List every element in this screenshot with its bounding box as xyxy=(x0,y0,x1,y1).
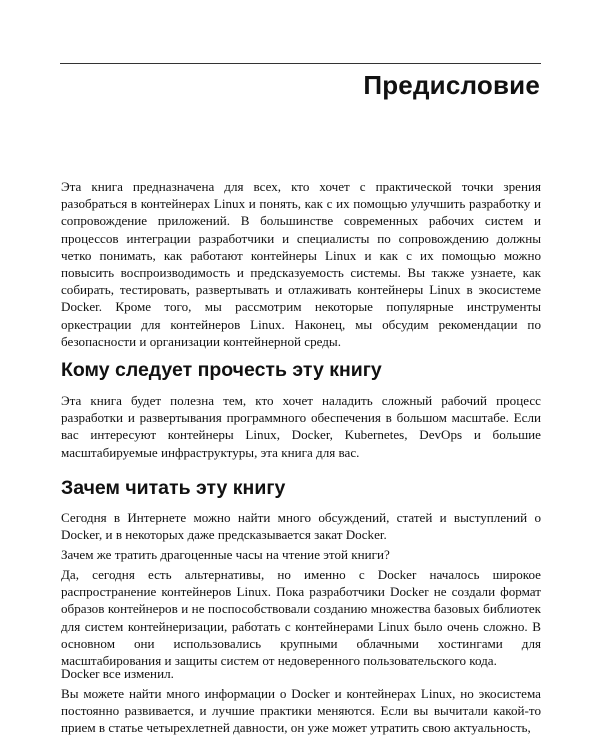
why-paragraph-5: Вы можете найти много информации о Docker и контейнерах Linux, но экосистема постоянно развивается, и лучшие практики меняются. Если вы вычитали какой-то прием в статье четырехлетней давности, он уже может утратить свою актуальность, xyxy=(61,686,541,736)
header-rule xyxy=(60,63,541,64)
chapter-title: Предисловие xyxy=(363,70,540,100)
section-paragraph-who: Эта книга будет полезна тем, кто хочет наладить сложный рабочий процесс разработки и развертывания программного обеспечения в большом масштабе. Если вас интересуют контейнеры Linux, Docker, Kubernetes, DevOps и большие масштабируемые инфраструктуры, эта книга для вас. xyxy=(61,393,541,460)
section-heading-who: Кому следует прочесть эту книгу xyxy=(61,359,382,381)
why-paragraph-3: Да, сегодня есть альтернативы, но именно с Docker началось широкое распространение контейнеров Linux. Пока разработчики Docker не создали формат образов контейнеров и не поспособствовали созданию множества базовых библиотек для систем контейнеризации, работать с контейнерами Linux было очень сложно. В основном они использовались крупными облачными хостингами для масштабирования и защиты систем от недоверенного пользовательского кода. xyxy=(61,567,541,669)
why-paragraph-4: Docker все изменил. xyxy=(61,666,174,681)
intro-paragraph: Эта книга предназначена для всех, кто хочет с практической точки зрения разобраться в контейнерах Linux и понять, как с их помощью улучшить разработку и сопровождение приложений. В большинстве современных рабочих систем и процессов интеграции разработчики и специалисты по сопровождению должны четко понимать, как работают контейнеры Linux и как с их помощью можно повысить воспроизводимость и предсказуемость системы. Вы также узнаете, как собирать, тестировать, развертывать и отлаживать контейнеры Linux в экосистеме Docker. Кроме того, мы рассмотрим некоторые популярные инструменты оркестрации для контейнеров Linux. Наконец, мы обсудим рекомендации по безопасности и организации контейнерной среды. xyxy=(61,179,541,349)
why-paragraph-1: Сегодня в Интернете можно найти много обсуждений, статей и выступлений о Docker, и в некоторых даже предсказывается закат Docker. xyxy=(61,510,541,543)
why-paragraph-2: Зачем же тратить драгоценные часы на чтение этой книги? xyxy=(61,547,390,562)
section-heading-why: Зачем читать эту книгу xyxy=(61,477,286,499)
